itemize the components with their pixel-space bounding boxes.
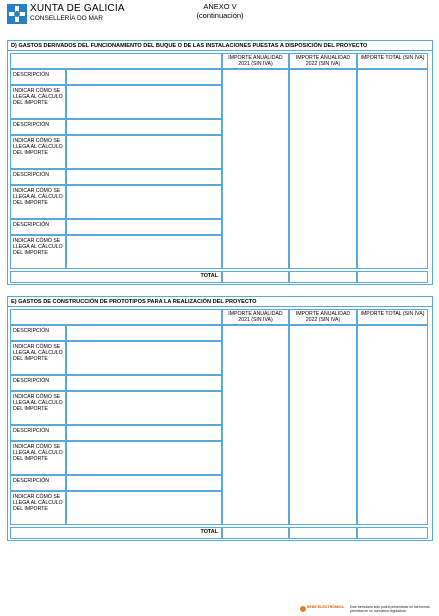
header-blank — [10, 53, 222, 69]
column-header: IMPORTE TOTAL (SIN IVA) — [357, 53, 428, 69]
row-label-how: INDICAR CÓMO SE LLEGA AL CÁLCULO DEL IMPORTE — [10, 491, 66, 525]
row-label-description: DESCRIPCIÓN — [10, 219, 66, 235]
section-e — [7, 296, 433, 541]
row-label-description: DESCRIPCIÓN — [10, 169, 66, 185]
section-d-title: D) GASTOS DERIVADOS DEL FUNCIONAMIENTO DEL BUQUE O DE LAS INSTALACIONES PUESTAS A DISPOSICIÓN DEL PROYECTO — [8, 41, 432, 51]
row-input-description[interactable] — [66, 325, 222, 341]
annex-title: ANEXO V — [203, 2, 237, 11]
section-e-title: E) GASTOS DE CONSTRUCCIÓN DE PROTOTIPOS PARA LA REALIZACIÓN DEL PROYECTO — [8, 297, 432, 307]
row-input-how[interactable] — [66, 85, 222, 119]
row-input-how[interactable] — [66, 491, 222, 525]
row-label-how: INDICAR CÓMO SE LLEGA AL CÁLCULO DEL IMPORTE — [10, 85, 66, 119]
column-header: IMPORTE ANUALIDAD 2021 (SIN IVA) — [222, 53, 289, 69]
total-amount[interactable] — [222, 271, 289, 283]
row-label-description: DESCRIPCIÓN — [10, 69, 66, 85]
column-header: IMPORTE ANUALIDAD 2021 (SIN IVA) — [222, 309, 289, 325]
row-input-how[interactable] — [66, 391, 222, 425]
total-label: TOTAL — [10, 271, 222, 283]
row-label-how: INDICAR CÓMO SE LLEGA AL CÁLCULO DEL IMPORTE — [10, 185, 66, 219]
sede-electronica-badge: SEDE ELECTRÓNICA — [307, 605, 344, 609]
row-label-how: INDICAR CÓMO SE LLEGA AL CÁLCULO DEL IMPORTE — [10, 391, 66, 425]
annex-subtitle: (continuación) — [196, 11, 244, 20]
column-header: IMPORTE ANUALIDAD 2022 (SIN IVA) — [289, 309, 357, 325]
total-amount[interactable] — [289, 527, 357, 539]
row-label-description: DESCRIPCIÓN — [10, 475, 66, 491]
row-input-description[interactable] — [66, 169, 222, 185]
row-input-how[interactable] — [66, 441, 222, 475]
row-input-how[interactable] — [66, 185, 222, 219]
row-input-description[interactable] — [66, 119, 222, 135]
total-label: TOTAL — [10, 527, 222, 539]
amount-column[interactable] — [222, 325, 289, 525]
org-name: XUNTA DE GALICIA — [30, 3, 125, 14]
header-blank — [10, 309, 222, 325]
row-label-how: INDICAR CÓMO SE LLEGA AL CÁLCULO DEL IMPORTE — [10, 135, 66, 169]
row-input-how[interactable] — [66, 235, 222, 269]
total-amount[interactable] — [289, 271, 357, 283]
total-amount[interactable] — [222, 527, 289, 539]
row-label-description: DESCRIPCIÓN — [10, 375, 66, 391]
section-d — [7, 40, 433, 285]
total-amount[interactable] — [357, 271, 428, 283]
row-input-how[interactable] — [66, 341, 222, 375]
row-input-description[interactable] — [66, 219, 222, 235]
amount-column[interactable] — [289, 69, 357, 269]
row-label-how: INDICAR CÓMO SE LLEGA AL CÁLCULO DEL IMPORTE — [10, 441, 66, 475]
row-input-description[interactable] — [66, 375, 222, 391]
sede-electronica-icon — [300, 606, 306, 612]
amount-column[interactable] — [357, 325, 428, 525]
row-input-how[interactable] — [66, 135, 222, 169]
row-label-how: INDICAR CÓMO SE LLEGA AL CÁLCULO DEL IMPORTE — [10, 235, 66, 269]
row-input-description[interactable] — [66, 69, 222, 85]
row-label-description: DESCRIPCIÓN — [10, 325, 66, 341]
amount-column[interactable] — [289, 325, 357, 525]
row-input-description[interactable] — [66, 475, 222, 491]
column-header: IMPORTE TOTAL (SIN IVA) — [357, 309, 428, 325]
row-label-description: DESCRIPCIÓN — [10, 425, 66, 441]
amount-column[interactable] — [357, 69, 428, 269]
total-amount[interactable] — [357, 527, 428, 539]
column-header: IMPORTE ANUALIDAD 2022 (SIN IVA) — [289, 53, 357, 69]
row-input-description[interactable] — [66, 425, 222, 441]
amount-column[interactable] — [222, 69, 289, 269]
row-label-description: DESCRIPCIÓN — [10, 119, 66, 135]
xunta-logo — [7, 4, 27, 24]
department-name: CONSELLERÍA DO MAR — [30, 15, 103, 22]
logo-emblem-icon — [7, 4, 27, 24]
row-label-how: INDICAR CÓMO SE LLEGA AL CÁLCULO DEL IMPORTE — [10, 341, 66, 375]
footer-note: Este formulario sólo podrá presentarse en las formas previstas en su normativa reguladora — [350, 605, 430, 613]
